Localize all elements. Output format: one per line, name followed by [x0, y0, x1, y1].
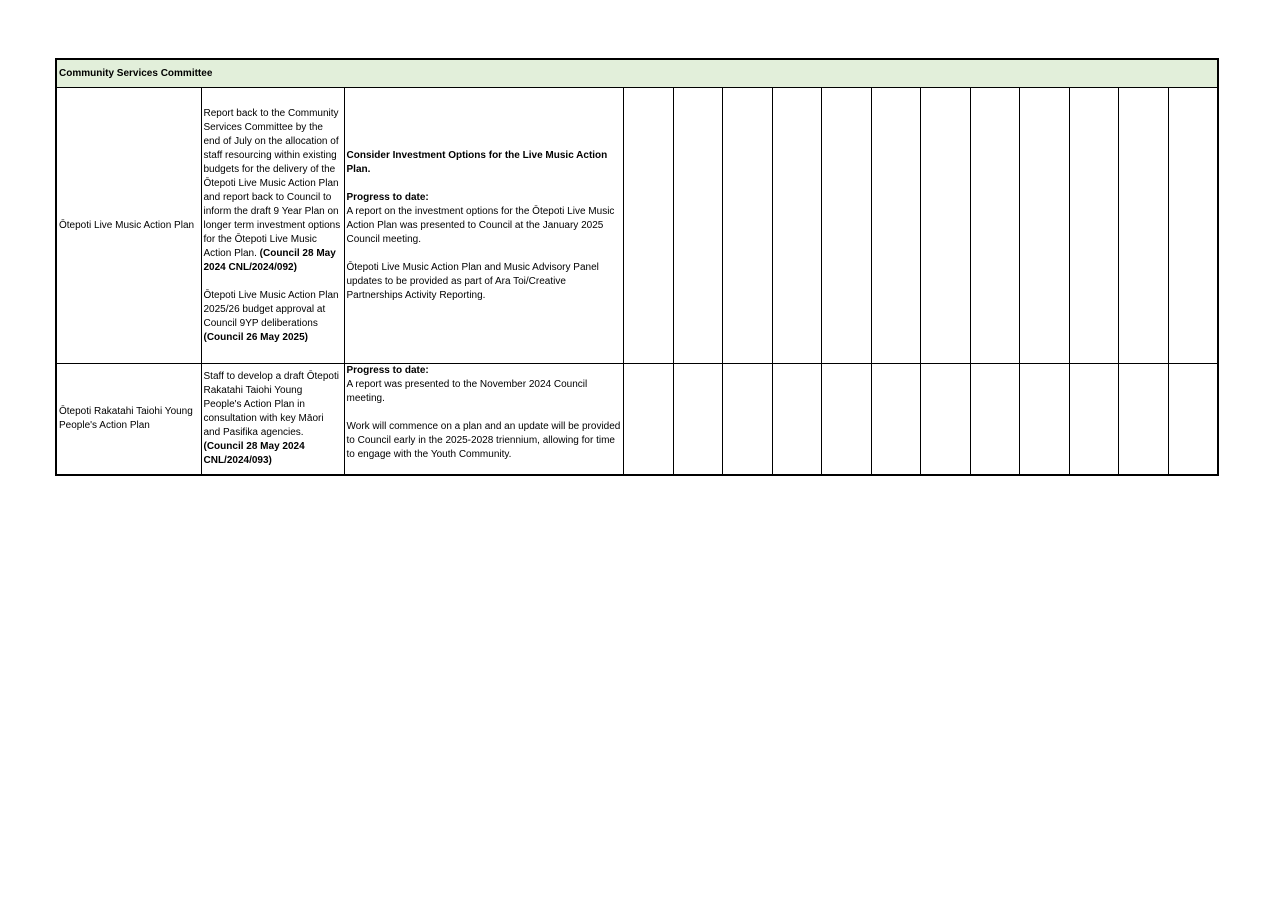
empty-cell: [772, 88, 821, 364]
empty-cell: [970, 364, 1019, 476]
empty-cell: [673, 364, 722, 476]
empty-cell: [1168, 88, 1218, 364]
empty-cell: [920, 88, 970, 364]
empty-cell: [1069, 364, 1118, 476]
item-name: Ōtepoti Rakatahi Taiohi Young People's Action Plan: [56, 364, 201, 476]
resolution-text: Report back to the Community Services Committee by the end of July on the allocation of staff resourcing within existing budgets for the delivery of the Ōtepoti Live Music Action Plan and report back to Council to inform the draft 9 Year Plan on longer term investment options for the Ōtepoti Live Music Action Plan.: [203, 107, 341, 259]
progress-text: Work will commence on a plan and an update will be provided to Council early in the 2025-2028 triennium, allowing for time to engage with the Youth Community.: [346, 421, 621, 460]
table-row: [56, 88, 1218, 364]
resolution-reference: (Council 28 May 2024 CNL/2024/092): [203, 247, 336, 273]
progress-text: Ōtepoti Live Music Action Plan and Music Advisory Panel updates to be provided as part of Ara Toi/Creative Partnerships Activity Reporting.: [346, 261, 599, 301]
progress-cell: [344, 364, 623, 476]
resolution-reference: (Council 28 May 2024 CNL/2024/093): [203, 441, 305, 466]
progress-cell: [344, 88, 623, 364]
empty-cell: [1069, 88, 1118, 364]
empty-cell: [821, 88, 871, 364]
progress-text: A report on the investment options for the Ōtepoti Live Music Action Plan was presented to Council at the January 2025 Council meeting.: [346, 205, 615, 245]
empty-cell: [673, 88, 722, 364]
resolution-reference: (Council 26 May 2025): [203, 331, 308, 343]
empty-cell: [1168, 364, 1218, 476]
empty-cell: [821, 364, 871, 476]
empty-cell: [722, 88, 772, 364]
resolution-cell: [201, 88, 344, 364]
empty-cell: [1019, 88, 1069, 364]
empty-cell: [871, 88, 920, 364]
empty-cell: [970, 88, 1019, 364]
empty-cell: [623, 364, 673, 476]
table-row: [56, 364, 1218, 476]
empty-cell: [623, 88, 673, 364]
resolution-cell: [201, 364, 344, 476]
progress-label: Progress to date:: [346, 365, 429, 376]
progress-heading: Consider Investment Options for the Live Music Action Plan.: [346, 149, 608, 175]
empty-cell: [1118, 364, 1168, 476]
section-title: Community Services Committee: [56, 59, 1218, 88]
committee-table: [55, 58, 1219, 476]
item-name: Ōtepoti Live Music Action Plan: [56, 88, 201, 364]
empty-cell: [722, 364, 772, 476]
empty-cell: [772, 364, 821, 476]
empty-cell: [1118, 88, 1168, 364]
progress-label: Progress to date:: [346, 191, 429, 203]
resolution-text: Ōtepoti Live Music Action Plan 2025/26 budget approval at Council 9YP deliberations: [203, 289, 339, 329]
empty-cell: [920, 364, 970, 476]
empty-cell: [871, 364, 920, 476]
resolution-text: Staff to develop a draft Ōtepoti Rakatahi Taiohi Young People's Action Plan in consultation with key Māori and Pasifika agencies.: [203, 371, 339, 438]
empty-cell: [1019, 364, 1069, 476]
progress-text: A report was presented to the November 2024 Council meeting.: [346, 379, 588, 404]
